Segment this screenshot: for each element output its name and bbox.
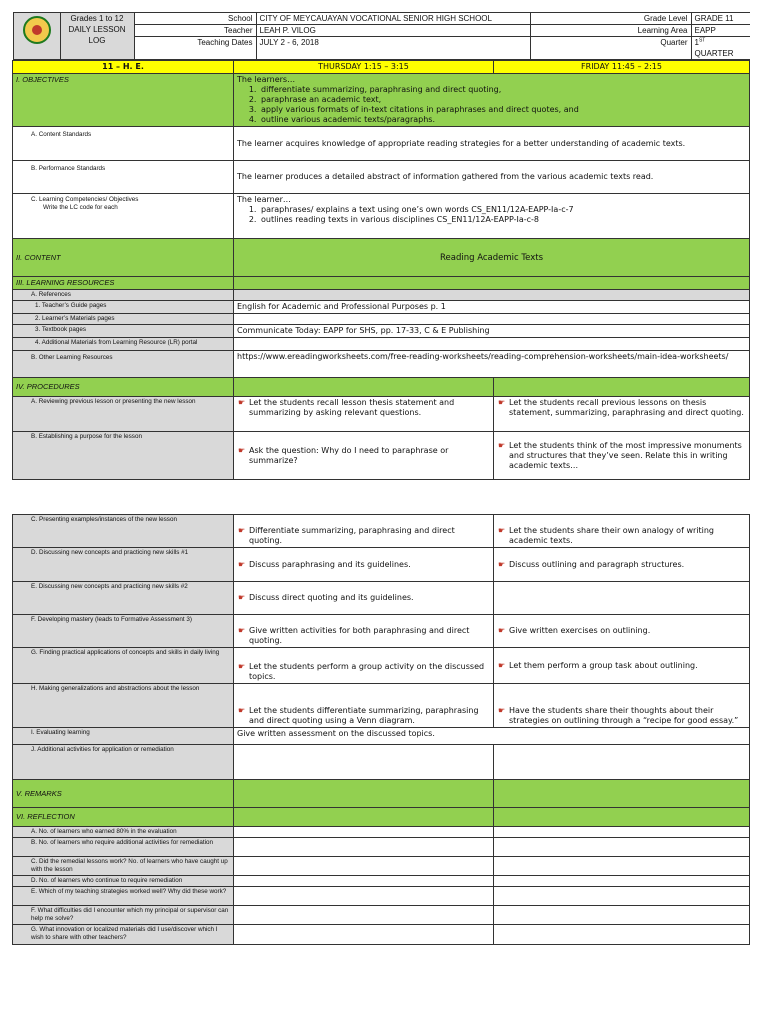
procedures-label: IV. PROCEDURES (13, 378, 234, 397)
competencies-row (13, 194, 750, 239)
area-label: Learning Area (530, 25, 691, 37)
log-title-line: DAILY LESSON (68, 25, 126, 34)
procedure-label: A. Reviewing previous lesson or presenting the new lesson (13, 397, 234, 432)
dates-label: Teaching Dates (134, 37, 256, 60)
logo-cell (13, 13, 60, 60)
resources-row (13, 277, 750, 290)
procedure-label: E. Discussing new concepts and practicing new skills #2 (13, 582, 234, 615)
reflection-item-label: G. What innovation or localized materials did I use/discover which I wish to share with other teachers? (13, 925, 234, 945)
remarks-label: V. REMARKS (13, 780, 234, 808)
log-title (60, 13, 134, 60)
objective-item: 4. outline various academic texts/paragraphs. (259, 115, 746, 125)
thursday-activity: ☛ Discuss paraphrasing and its guidelines. (234, 548, 494, 582)
competency-item: 2. outlines reading texts in various disciplines CS_EN11/12A-EAPP-Ia-c-8 (259, 215, 746, 225)
procedure-row (13, 684, 750, 728)
teacher-label: Teacher (134, 25, 256, 37)
friday-activity: ☛ Let the students think of the most impressive monuments and structures that they’ve seen. Relate this in writing academic texts… (494, 432, 750, 480)
objective-item: 3. apply various formats of in-text citations in paraphrases and direct quotes, and (259, 105, 746, 115)
quarter-label: Quarter (530, 37, 691, 60)
objectives-label: I. OBJECTIVES (13, 74, 234, 127)
friday-activity: ☛ Let the students recall previous lessons on thesis statement, summarizing, paraphrasing and direct quoting. (494, 397, 750, 432)
objectives-row (13, 74, 750, 127)
thursday-activity: ☛ Let the students perform a group activity on the discussed topics. (234, 648, 494, 684)
dll-page-1 (12, 12, 750, 480)
competencies-label-line: C. Learning Competencies/ Objectives (31, 196, 139, 203)
reflection-item-label: E. Which of my teaching strategies worked well? Why did these work? (13, 887, 234, 906)
procedure-label: B. Establishing a purpose for the lesson (13, 432, 234, 480)
content-standards-label: A. Content Standards (13, 127, 234, 161)
thursday-activity: ☛ Let the students differentiate summarizing, paraphrasing and direct quoting using a Venn diagram. (234, 684, 494, 728)
procedure-label: H. Making generalizations and abstractions about the lesson (13, 684, 234, 728)
tb-label: 3. Textbook pages (13, 325, 234, 338)
content-standards-text: The learner acquires knowledge of appropriate reading strategies for a better understanding of academic texts. (234, 127, 750, 161)
friday-activity: ☛ Let them perform a group task about outlining. (494, 648, 750, 684)
additional-materials-label: 4. Additional Materials from Learning Resource (LR) portal (13, 338, 234, 351)
hand-pointer-icon: ☛ (238, 706, 246, 715)
reflection-item-label: C. Did the remedial lessons work? No. of learners who have caught up with the lesson (13, 857, 234, 876)
tg-label: 1. Teacher’s Guide pages (13, 301, 234, 314)
additional-activities-row (13, 745, 750, 780)
procedure-row (13, 397, 750, 432)
hand-pointer-icon: ☛ (498, 706, 506, 715)
teacher-value: LEAH P. VILOG (256, 25, 530, 37)
content-label: II. CONTENT (13, 239, 234, 277)
reflection-label: VI. REFLECTION (13, 808, 234, 827)
procedure-row (13, 582, 750, 615)
objective-item: 2. paraphrase an academic text, (259, 95, 746, 105)
thursday-activity: ☛ Differentiate summarizing, paraphrasing and direct quoting. (234, 515, 494, 548)
objective-item: 1. differentiate summarizing, paraphrasing and direct quoting, (259, 85, 746, 95)
log-title-line: LOG (88, 36, 106, 45)
evaluation-label: I. Evaluating learning (13, 728, 234, 745)
header-table (13, 12, 750, 60)
reflection-item-label: A. No. of learners who earned 80% in the evaluation (13, 827, 234, 838)
performance-standards-label: B. Performance Standards (13, 161, 234, 194)
dll-page-2 (12, 514, 750, 945)
friday-activity: ☛ Give written exercises on outlining. (494, 615, 750, 648)
thursday-activity: ☛ Let the students recall lesson thesis statement and summarizing by asking relevant questions. (234, 397, 494, 432)
references-label: A. References (13, 290, 234, 301)
other-resources-label: B. Other Learning Resources (13, 351, 234, 378)
objectives-intro: The learners… (237, 75, 296, 84)
school-label: School (134, 13, 256, 25)
other-resources-text[interactable]: https://www.ereadingworksheets.com/free-reading-worksheets/reading-comprehension-worksheets/main-idea-worksheets/ (234, 351, 750, 378)
hand-pointer-icon: ☛ (238, 626, 246, 635)
evaluation-row (13, 728, 750, 745)
hand-pointer-icon: ☛ (498, 626, 506, 635)
performance-standards-text: The learner produces a detailed abstract of information gathered from the various academic texts read. (234, 161, 750, 194)
hand-pointer-icon: ☛ (498, 440, 506, 450)
days-row (13, 61, 750, 74)
hand-pointer-icon: ☛ (238, 445, 246, 455)
hand-pointer-icon: ☛ (238, 526, 246, 535)
resources-label: III. LEARNING RESOURCES (13, 277, 234, 290)
friday-activity: ☛ Discuss outlining and paragraph structures. (494, 548, 750, 582)
reflection-item-row (13, 838, 750, 857)
procedure-row (13, 615, 750, 648)
dates-value: JULY 2 - 6, 2018 (256, 37, 530, 60)
header-row (13, 12, 750, 61)
procedure-label: D. Discussing new concepts and practicing new skills #1 (13, 548, 234, 582)
thursday-header: THURSDAY 1:15 – 3:15 (234, 61, 494, 74)
procedures-row (13, 378, 750, 397)
procedure-label: C. Presenting examples/instances of the new lesson (13, 515, 234, 548)
performance-standards-row (13, 161, 750, 194)
friday-activity: ☛ Have the students share their thoughts about their strategies on outlining through a “recipe for good essay.” (494, 684, 750, 728)
procedure-row (13, 432, 750, 480)
school-seal-icon (23, 16, 51, 44)
friday-activity (494, 582, 750, 615)
reflection-item-label: D. No. of learners who continue to require remediation (13, 876, 234, 887)
school-value: CITY OF MEYCAUAYAN VOCATIONAL SENIOR HIGH SCHOOL (256, 13, 530, 25)
quarter-value: 1ST QUARTER (691, 37, 750, 60)
competencies-label-line: Write the LC code for each (43, 204, 118, 211)
procedure-row (13, 648, 750, 684)
additional-activities-label: J. Additional activities for application or remediation (13, 745, 234, 780)
hand-pointer-icon: ☛ (498, 559, 506, 569)
grade-value: GRADE 11 (691, 13, 750, 25)
friday-header: FRIDAY 11:45 – 2:15 (494, 61, 750, 74)
thursday-activity: ☛ Discuss direct quoting and its guidelines. (234, 582, 494, 615)
objectives-text (234, 74, 750, 127)
tb-text: Communicate Today: EAPP for SHS, pp. 17-33, C & E Publishing (234, 325, 750, 338)
log-title-line: Grades 1 to 12 (70, 14, 124, 23)
lm-label: 2. Learner’s Materials pages (13, 314, 234, 325)
friday-activity: ☛ Let the students share their own analogy of writing academic texts. (494, 515, 750, 548)
content-row (13, 239, 750, 277)
reflection-item-row (13, 925, 750, 945)
procedure-row (13, 548, 750, 582)
remarks-row (13, 780, 750, 808)
area-value: EAPP (691, 25, 750, 37)
competencies-list (237, 205, 746, 225)
competencies-text (234, 194, 750, 239)
reflection-item-label: F. What difficulties did I encounter which my principal or supervisor can help me solve? (13, 906, 234, 925)
hand-pointer-icon: ☛ (498, 526, 506, 535)
hand-pointer-icon: ☛ (498, 398, 506, 407)
competency-item: 1. paraphrases/ explains a text using one’s own words CS_EN11/12A-EAPP-Ia-c-7 (259, 205, 746, 215)
hand-pointer-icon: ☛ (238, 559, 246, 569)
reflection-item-row (13, 906, 750, 925)
procedure-label: G. Finding practical applications of concepts and skills in daily living (13, 648, 234, 684)
procedure-row (13, 515, 750, 548)
procedure-label: F. Developing mastery (leads to Formative Assessment 3) (13, 615, 234, 648)
objectives-list (237, 85, 746, 125)
thursday-activity: ☛ Give written activities for both paraphrasing and direct quoting. (234, 615, 494, 648)
content-standards-row (13, 127, 750, 161)
competencies-label (13, 194, 234, 239)
hand-pointer-icon: ☛ (238, 398, 246, 407)
hand-pointer-icon: ☛ (498, 660, 506, 670)
reflection-row (13, 808, 750, 827)
section-label: 11 – H. E. (13, 61, 234, 74)
reflection-item-row (13, 887, 750, 906)
reflection-item-row (13, 857, 750, 876)
tg-text: English for Academic and Professional Purposes p. 1 (234, 301, 750, 314)
competencies-intro: The learner… (237, 195, 291, 204)
thursday-activity: ☛ Ask the question: Why do I need to paraphrase or summarize? (234, 432, 494, 480)
reflection-item-label: B. No. of learners who require additional activities for remediation (13, 838, 234, 857)
evaluation-text: Give written assessment on the discussed topics. (234, 728, 750, 745)
grade-label: Grade Level (530, 13, 691, 25)
hand-pointer-icon: ☛ (238, 662, 246, 671)
content-text: Reading Academic Texts (234, 239, 750, 277)
reflection-item-row (13, 876, 750, 887)
hand-pointer-icon: ☛ (238, 593, 246, 602)
reflection-item-row (13, 827, 750, 838)
